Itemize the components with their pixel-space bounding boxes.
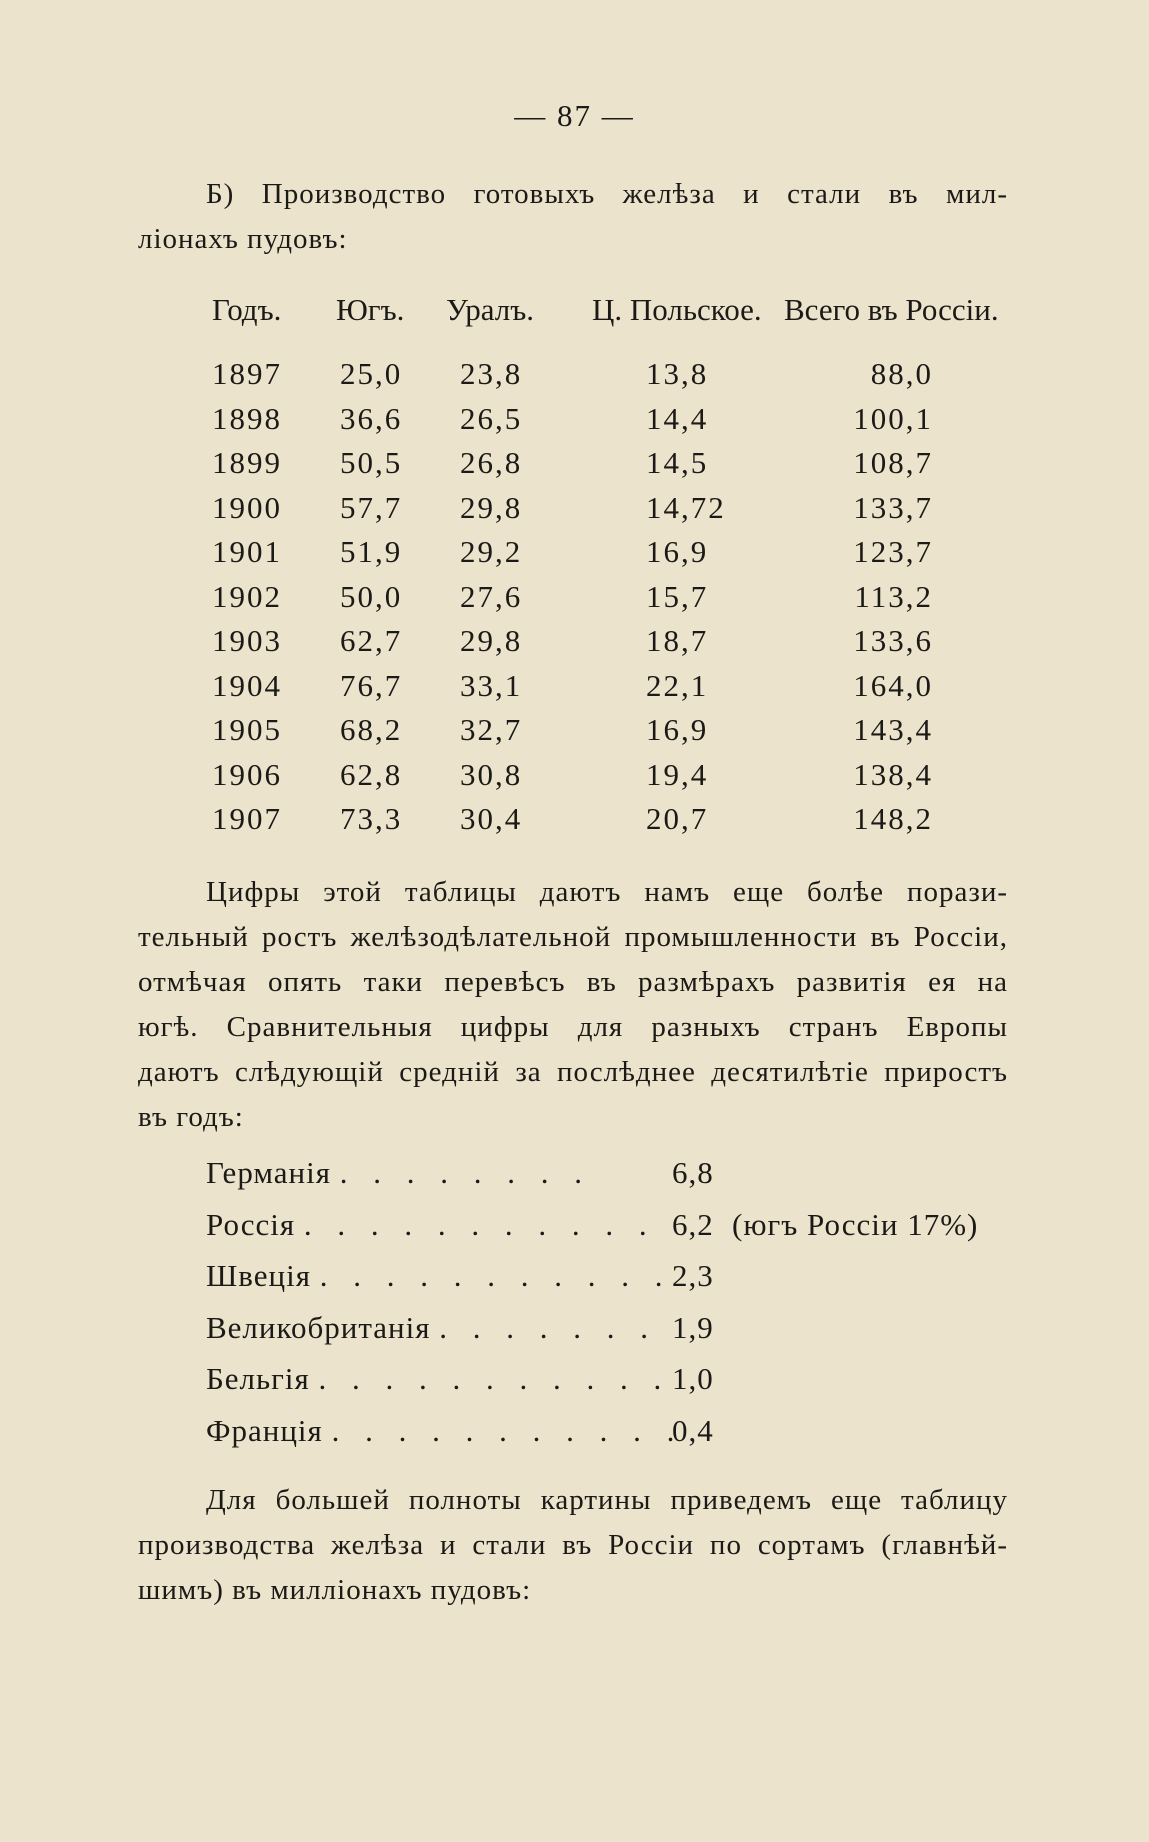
growth-item — [206, 1413, 683, 1449]
growth-item — [206, 1155, 591, 1191]
cell-poland: 13,8 — [646, 356, 709, 391]
cell-poland: 16,9 — [646, 534, 709, 569]
text-line: шимъ) въ миллiонахъ пудовъ: — [138, 1574, 532, 1606]
text-line: производства желѣза и стали въ Россiи по сортамъ (главнѣй- — [138, 1529, 1008, 1561]
cell-year: 1902 — [212, 578, 282, 614]
country-name: Великобританiя — [206, 1309, 431, 1345]
cell-ural: 32,7 — [460, 712, 523, 747]
header-year: Годъ. — [212, 292, 282, 327]
leader-dots: . . . . . . . . . . . — [319, 1258, 672, 1293]
growth-value: 2,3 — [672, 1258, 714, 1293]
cell-south: 50,0 — [340, 578, 403, 614]
paragraph-2 — [138, 870, 1008, 1140]
leader-dots: . . . . . . . . . . . — [318, 1361, 671, 1396]
text-line: Цифры этой таблицы даютъ намъ еще болѣе порази- — [206, 876, 1008, 908]
growth-item — [206, 1361, 670, 1397]
cell-year: 1901 — [212, 534, 282, 569]
cell-total: 138,4 — [853, 756, 933, 792]
cell-ural: 30,8 — [460, 756, 523, 792]
cell-total: 113,2 — [854, 578, 933, 614]
growth-value: 6,8 — [672, 1155, 714, 1190]
cell-south: 62,7 — [340, 623, 403, 658]
country-name: Бельгiя — [206, 1361, 310, 1396]
text-line: югѣ. Сравнительныя цифры для разныхъ странъ Европы — [138, 1011, 1008, 1043]
text-line: Для большей полноты картины приведемъ еще таблицу — [206, 1484, 1008, 1516]
cell-south: 62,8 — [340, 756, 403, 792]
cell-poland: 14,4 — [646, 400, 709, 436]
header-south: Югъ. — [336, 292, 405, 327]
paragraph-3 — [138, 1478, 1008, 1613]
intro-line: Б) Производство готовыхъ желѣза и стали въ мил- — [206, 178, 1008, 210]
cell-poland: 18,7 — [646, 623, 709, 658]
country-name: Швецiя — [206, 1258, 311, 1293]
growth-item — [206, 1310, 657, 1346]
cell-south: 50,5 — [340, 445, 403, 480]
cell-total: 108,7 — [853, 445, 933, 480]
cell-poland: 14,72 — [646, 489, 726, 525]
header-total: Всего въ Россiи. — [784, 292, 999, 327]
growth-value: 1,9 — [672, 1309, 714, 1345]
leader-dots: . . . . . . . . . . . — [303, 1206, 656, 1242]
cell-ural: 26,5 — [460, 400, 523, 436]
cell-poland: 15,7 — [646, 578, 709, 614]
country-name: Россiя — [206, 1206, 296, 1242]
cell-year: 1900 — [212, 489, 282, 525]
cell-ural: 29,8 — [460, 623, 523, 658]
cell-year: 1898 — [212, 400, 282, 436]
cell-south: 51,9 — [340, 534, 403, 569]
growth-value: 6,2 — [672, 1206, 714, 1242]
text-line: тельный ростъ желѣзодѣлательной промышленности въ Россiи, — [138, 921, 1008, 953]
intro-paragraph — [138, 172, 1008, 262]
text-line: отмѣчая опять таки перевѣсъ въ размѣрахъ развитiя ея на — [138, 966, 1008, 998]
cell-poland: 14,5 — [646, 445, 709, 480]
cell-total: 100,1 — [853, 400, 933, 436]
cell-ural: 27,6 — [460, 578, 523, 614]
cell-total: 148,2 — [853, 801, 933, 836]
intro-line: лiонахъ пудовъ: — [138, 223, 348, 255]
leader-dots: . . . . . . . . . . . — [331, 1412, 684, 1448]
cell-south: 57,7 — [340, 489, 403, 525]
cell-year: 1907 — [212, 801, 282, 836]
cell-total: 133,7 — [853, 489, 933, 525]
cell-total: 133,6 — [853, 623, 933, 658]
growth-value: 0,4 — [672, 1412, 714, 1448]
cell-south: 76,7 — [340, 667, 403, 703]
cell-year: 1899 — [212, 445, 282, 480]
growth-item — [206, 1207, 656, 1243]
cell-south: 73,3 — [340, 801, 403, 836]
cell-ural: 33,1 — [460, 667, 523, 703]
cell-ural: 23,8 — [460, 356, 523, 391]
cell-year: 1906 — [212, 756, 282, 792]
header-poland: Ц. Польское. — [592, 292, 762, 327]
cell-year: 1904 — [212, 667, 282, 703]
page-number: — 87 — — [514, 98, 635, 133]
cell-south: 36,6 — [340, 400, 403, 436]
cell-poland: 16,9 — [646, 712, 709, 747]
cell-poland: 19,4 — [646, 756, 709, 792]
cell-year: 1903 — [212, 623, 282, 658]
cell-ural: 29,8 — [460, 489, 523, 525]
cell-ural: 29,2 — [460, 534, 523, 569]
cell-poland: 22,1 — [646, 667, 709, 703]
cell-ural: 30,4 — [460, 801, 523, 836]
text-line: въ годъ: — [138, 1101, 244, 1133]
text-line: даютъ слѣдующiй среднiй за послѣднее десятилѣтiе приростъ — [138, 1056, 1008, 1088]
growth-value: 1,0 — [672, 1361, 714, 1396]
growth-item — [206, 1258, 671, 1294]
country-name: Францiя — [206, 1412, 323, 1448]
cell-year: 1905 — [212, 712, 282, 747]
header-ural: Уралъ. — [446, 292, 535, 327]
growth-note: (югъ Россiи 17%) — [732, 1206, 979, 1242]
leader-dots: . . . . . . . — [439, 1309, 657, 1345]
cell-total: 123,7 — [853, 534, 933, 569]
cell-south: 68,2 — [340, 712, 403, 747]
cell-total: 88,0 — [870, 356, 933, 391]
cell-total: 143,4 — [853, 712, 933, 747]
cell-ural: 26,8 — [460, 445, 523, 480]
leader-dots: . . . . . . . . — [339, 1155, 591, 1190]
cell-year: 1897 — [212, 356, 282, 391]
cell-south: 25,0 — [340, 356, 403, 391]
cell-poland: 20,7 — [646, 801, 709, 836]
cell-total: 164,0 — [853, 667, 933, 703]
country-name: Германiя — [206, 1155, 331, 1190]
